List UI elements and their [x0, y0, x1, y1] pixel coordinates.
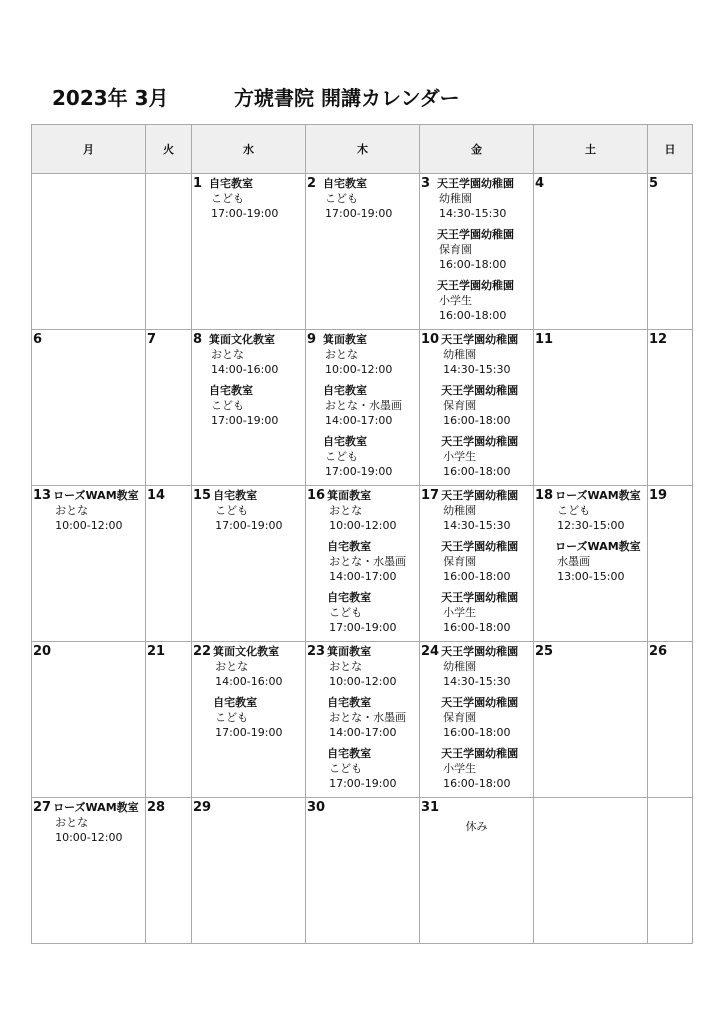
day-cell: [192, 798, 306, 944]
day-number: 30: [307, 800, 326, 815]
class-location: 自宅教室: [323, 384, 367, 397]
class-event: [441, 539, 532, 584]
week-row: [32, 486, 693, 642]
class-group: 保育園: [439, 243, 472, 256]
day-number: 17: [421, 488, 440, 503]
event-list: [323, 332, 418, 485]
day-number: 21: [147, 644, 166, 659]
class-time: 16:00-18:00: [439, 258, 507, 271]
class-detail: [327, 554, 418, 584]
day-cell: [534, 486, 648, 642]
class-detail: [437, 191, 532, 221]
class-detail: [555, 554, 646, 584]
class-time: 14:30-15:30: [439, 207, 507, 220]
event-list: [327, 488, 418, 641]
class-location: ローズWAM教室: [53, 801, 139, 814]
day-number: 9: [307, 332, 317, 347]
weekday-wed: 水: [192, 125, 306, 174]
class-event: [323, 332, 418, 377]
event-list: [327, 644, 418, 797]
day-cell-content: [534, 798, 647, 943]
class-group: こども: [329, 762, 363, 775]
class-detail: [209, 398, 304, 428]
class-event: [209, 332, 304, 377]
day-number: 14: [147, 488, 166, 503]
class-time: 17:00-19:00: [211, 207, 279, 220]
class-group: おとな・水墨画: [329, 555, 407, 568]
day-cell-content: [420, 174, 533, 329]
class-group: おとな: [55, 816, 89, 829]
class-group: 小学生: [443, 606, 477, 619]
class-time: 17:00-19:00: [325, 207, 393, 220]
class-event: [213, 644, 304, 689]
day-cell-content: [192, 486, 305, 641]
class-detail: [441, 398, 532, 428]
day-cell: [306, 642, 420, 798]
day-cell-content: [306, 798, 419, 943]
calendar-body: [32, 174, 693, 944]
day-cell: [32, 642, 146, 798]
day-cell: [146, 174, 192, 330]
class-location: ローズWAM教室: [53, 489, 139, 502]
class-location: 自宅教室: [323, 177, 367, 190]
day-cell-content: [534, 642, 647, 797]
class-location: 天王学園幼稚園: [441, 435, 519, 448]
class-location: 天王学園幼稚園: [441, 747, 519, 760]
day-cell-content: [420, 642, 533, 797]
day-cell: [648, 798, 693, 944]
class-time: 16:00-18:00: [439, 309, 507, 322]
class-time: 17:00-19:00: [215, 519, 283, 532]
day-cell: [420, 330, 534, 486]
event-list: [441, 332, 532, 485]
event-list: [53, 488, 144, 539]
day-cell: [420, 798, 534, 944]
weekday-fri: 金: [420, 125, 534, 174]
day-number: 1: [193, 176, 203, 191]
day-number: 27: [33, 800, 52, 815]
event-list: [555, 488, 646, 590]
week-row: [32, 642, 693, 798]
day-number: 13: [33, 488, 52, 503]
class-time: 10:00-12:00: [325, 363, 393, 376]
day-cell: [32, 798, 146, 944]
class-location: 自宅教室: [213, 696, 258, 709]
class-location: 箕面文化教室: [209, 333, 275, 346]
class-detail: [213, 710, 304, 740]
day-cell: [32, 174, 146, 330]
class-location: 箕面教室: [323, 333, 367, 346]
class-time: 10:00-12:00: [329, 675, 397, 688]
class-event: [441, 332, 532, 377]
day-cell: [648, 174, 693, 330]
day-cell: [192, 642, 306, 798]
class-detail: [555, 503, 646, 533]
weekday-sat: 土: [534, 125, 648, 174]
day-cell-content: [648, 174, 692, 329]
class-event: [53, 800, 144, 845]
day-number: 24: [421, 644, 440, 659]
class-location: 箕面教室: [327, 645, 372, 658]
class-detail: [53, 815, 144, 845]
class-event: [555, 488, 646, 533]
event-list: [441, 488, 532, 641]
class-location: 天王学園幼稚園: [441, 591, 519, 604]
class-event: [327, 644, 418, 689]
day-number: 16: [307, 488, 326, 503]
class-time: 13:00-15:00: [557, 570, 625, 583]
class-group: こども: [325, 450, 358, 463]
day-cell-content: [534, 486, 647, 641]
class-group: 保育園: [443, 711, 477, 724]
day-cell-content: [306, 330, 419, 485]
class-group: こども: [215, 504, 249, 517]
day-number: 19: [649, 488, 668, 503]
class-group: こども: [557, 504, 591, 517]
class-group: 小学生: [443, 762, 477, 775]
class-location: 天王学園幼稚園: [441, 540, 519, 553]
class-group: おとな: [55, 504, 89, 517]
day-cell: [648, 330, 693, 486]
class-location: 自宅教室: [323, 435, 367, 448]
class-location: 天王学園幼稚園: [441, 645, 519, 658]
class-group: おとな: [329, 660, 363, 673]
day-cell-content: [32, 330, 145, 485]
day-cell: [146, 798, 192, 944]
class-time: 14:00-17:00: [329, 726, 397, 739]
class-group: 小学生: [443, 450, 477, 463]
class-group: おとな: [211, 348, 244, 361]
class-detail: [53, 503, 144, 533]
class-detail: [327, 605, 418, 635]
class-location: 天王学園幼稚園: [437, 228, 514, 241]
class-event: [213, 488, 304, 533]
event-list: [213, 488, 304, 539]
class-time: 17:00-19:00: [211, 414, 279, 427]
day-cell: [420, 174, 534, 330]
class-group: 小学生: [439, 294, 472, 307]
class-time: 17:00-19:00: [325, 465, 393, 478]
day-cell: [146, 642, 192, 798]
weekday-header-row: [32, 125, 693, 174]
class-time: 14:00-17:00: [329, 570, 397, 583]
class-group: 幼稚園: [439, 192, 472, 205]
class-event: [213, 695, 304, 740]
day-cell-content: [32, 798, 145, 943]
class-time: 16:00-18:00: [443, 777, 511, 790]
day-cell: [192, 330, 306, 486]
class-event: [327, 695, 418, 740]
class-time: 17:00-19:00: [329, 777, 397, 790]
day-number: 8: [193, 332, 203, 347]
day-cell: [420, 642, 534, 798]
day-number: 28: [147, 800, 166, 815]
calendar-month: 2023年 3月: [52, 86, 169, 110]
calendar-table: [31, 124, 693, 944]
day-cell-content: [648, 798, 692, 943]
page-title: 方琥書院 開講カレンダー: [234, 86, 460, 110]
class-detail: [209, 191, 304, 221]
class-time: 14:30-15:30: [443, 363, 511, 376]
day-cell-content: [420, 486, 533, 641]
day-number: 18: [535, 488, 554, 503]
event-list: [437, 176, 532, 329]
day-cell: [192, 486, 306, 642]
class-event: [441, 644, 532, 689]
class-location: 自宅教室: [327, 747, 372, 760]
class-group: こども: [325, 192, 358, 205]
class-location: 自宅教室: [327, 696, 372, 709]
day-cell: [534, 330, 648, 486]
day-cell-content: [146, 330, 191, 485]
day-cell: [306, 330, 420, 486]
weekday-thu: 木: [306, 125, 420, 174]
class-time: 10:00-12:00: [329, 519, 397, 532]
day-cell: [306, 486, 420, 642]
day-cell-content: [32, 174, 145, 329]
class-detail: [441, 554, 532, 584]
day-number: 22: [193, 644, 212, 659]
class-time: 16:00-18:00: [443, 414, 511, 427]
class-time: 17:00-19:00: [215, 726, 283, 739]
week-row: [32, 798, 693, 944]
class-time: 14:00-16:00: [211, 363, 279, 376]
day-number: 4: [535, 176, 545, 191]
class-detail: [441, 659, 532, 689]
class-time: 14:00-16:00: [215, 675, 283, 688]
class-location: 天王学園幼稚園: [437, 177, 514, 190]
day-cell-content: [306, 486, 419, 641]
class-time: 10:00-12:00: [55, 519, 123, 532]
class-detail: [327, 710, 418, 740]
day-cell-content: [146, 798, 191, 943]
class-location: 天王学園幼稚園: [441, 333, 519, 346]
class-group: こども: [329, 606, 363, 619]
class-event: [441, 746, 532, 791]
day-cell: [32, 330, 146, 486]
class-detail: [441, 503, 532, 533]
day-cell-content: [420, 330, 533, 485]
day-cell: [306, 174, 420, 330]
page-header: [0, 80, 724, 114]
class-location: 天王学園幼稚園: [441, 384, 519, 397]
day-cell: [420, 486, 534, 642]
class-time: 10:00-12:00: [55, 831, 123, 844]
day-cell-content: [648, 642, 692, 797]
class-event: [327, 590, 418, 635]
day-cell-content: [146, 174, 191, 329]
event-list: [53, 800, 144, 851]
day-number: 26: [649, 644, 668, 659]
class-group: おとな: [215, 660, 249, 673]
class-group: おとな: [329, 504, 363, 517]
day-cell-content: [306, 642, 419, 797]
class-location: 自宅教室: [327, 540, 372, 553]
event-list: [323, 176, 418, 227]
class-event: [323, 434, 418, 479]
class-detail: [327, 761, 418, 791]
class-detail: [327, 503, 418, 533]
class-event: [437, 278, 532, 323]
day-number: 12: [649, 332, 668, 347]
class-event: [441, 434, 532, 479]
class-location: 天王学園幼稚園: [441, 696, 519, 709]
day-cell: [648, 486, 693, 642]
class-detail: [441, 449, 532, 479]
class-location: 自宅教室: [327, 591, 372, 604]
closed-label: 休み: [465, 820, 488, 833]
class-detail: [213, 659, 304, 689]
class-time: 12:30-15:00: [557, 519, 625, 532]
class-location: 自宅教室: [209, 384, 253, 397]
day-number: 11: [535, 332, 554, 347]
class-time: 14:00-17:00: [325, 414, 393, 427]
class-event: [209, 176, 304, 221]
day-number: 3: [421, 176, 431, 191]
day-number: 2: [307, 176, 317, 191]
week-row: [32, 330, 693, 486]
class-event: [327, 746, 418, 791]
class-group: 保育園: [443, 399, 477, 412]
class-group: おとな: [325, 348, 358, 361]
day-cell-content: [534, 174, 647, 329]
class-detail: [323, 191, 418, 221]
class-group: 保育園: [443, 555, 477, 568]
class-group: こども: [215, 711, 249, 724]
class-location: 自宅教室: [213, 489, 258, 502]
weekday-mon: 月: [32, 125, 146, 174]
day-cell-content: [146, 642, 191, 797]
class-time: 14:30-15:30: [443, 675, 511, 688]
class-group: 水墨画: [557, 555, 591, 568]
class-detail: [437, 293, 532, 323]
class-event: [323, 383, 418, 428]
class-event: [441, 590, 532, 635]
class-group: 幼稚園: [443, 660, 477, 673]
class-location: 箕面教室: [327, 489, 372, 502]
class-detail: [437, 242, 532, 272]
class-time: 17:00-19:00: [329, 621, 397, 634]
day-cell-content: [192, 174, 305, 329]
day-number: 10: [421, 332, 440, 347]
day-number: 5: [649, 176, 659, 191]
day-number: 7: [147, 332, 157, 347]
class-detail: [323, 347, 418, 377]
class-detail: [323, 449, 418, 479]
day-cell: [648, 642, 693, 798]
class-time: 16:00-18:00: [443, 621, 511, 634]
event-list: [209, 176, 304, 227]
day-cell: [534, 174, 648, 330]
class-event: [437, 227, 532, 272]
week-row: [32, 174, 693, 330]
day-cell: [32, 486, 146, 642]
class-event: [441, 695, 532, 740]
class-event: [555, 539, 646, 584]
class-location: 箕面文化教室: [213, 645, 280, 658]
class-location: 天王学園幼稚園: [441, 489, 519, 502]
class-event: [53, 488, 144, 533]
day-number: 23: [307, 644, 326, 659]
class-detail: [441, 347, 532, 377]
day-number: 31: [421, 800, 440, 815]
class-detail: [327, 659, 418, 689]
class-event: [327, 488, 418, 533]
class-detail: [441, 605, 532, 635]
class-group: こども: [211, 399, 244, 412]
class-detail: [323, 398, 418, 428]
day-cell: [146, 486, 192, 642]
class-event: [441, 383, 532, 428]
class-time: 14:30-15:30: [443, 519, 511, 532]
event-list: [441, 644, 532, 797]
day-number: 6: [33, 332, 43, 347]
day-cell: [192, 174, 306, 330]
class-time: 16:00-18:00: [443, 570, 511, 583]
day-cell-content: [192, 642, 305, 797]
class-detail: [209, 347, 304, 377]
day-cell-content: [192, 798, 305, 943]
day-cell: [534, 798, 648, 944]
day-cell-content: [420, 798, 533, 943]
class-group: 幼稚園: [443, 348, 477, 361]
class-detail: [213, 503, 304, 533]
class-group: おとな・水墨画: [329, 711, 407, 724]
day-cell: [534, 642, 648, 798]
day-number: 29: [193, 800, 212, 815]
class-event: [437, 176, 532, 221]
day-cell-content: [306, 174, 419, 329]
class-event: [441, 488, 532, 533]
class-detail: [441, 710, 532, 740]
class-time: 16:00-18:00: [443, 465, 511, 478]
day-number: 15: [193, 488, 212, 503]
day-cell-content: [32, 486, 145, 641]
class-location: ローズWAM教室: [555, 489, 641, 502]
class-event: [209, 383, 304, 428]
event-list: [209, 332, 304, 434]
day-cell-content: [534, 330, 647, 485]
class-location: 天王学園幼稚園: [437, 279, 514, 292]
class-event: [327, 539, 418, 584]
weekday-sun: 日: [648, 125, 693, 174]
class-detail: [441, 761, 532, 791]
class-location: 自宅教室: [209, 177, 253, 190]
class-time: 16:00-18:00: [443, 726, 511, 739]
day-cell-content: [192, 330, 305, 485]
day-cell-content: [32, 642, 145, 797]
class-group: 幼稚園: [443, 504, 477, 517]
day-cell: [146, 330, 192, 486]
weekday-tue: 火: [146, 125, 192, 174]
day-number: 20: [33, 644, 52, 659]
class-location: ローズWAM教室: [555, 540, 641, 553]
class-group: こども: [211, 192, 244, 205]
day-number: 25: [535, 644, 554, 659]
event-list: [213, 644, 304, 746]
class-event: [323, 176, 418, 221]
day-cell-content: [648, 330, 692, 485]
day-cell-content: [648, 486, 692, 641]
day-cell-content: [146, 486, 191, 641]
class-group: おとな・水墨画: [325, 399, 402, 412]
day-cell: [306, 798, 420, 944]
